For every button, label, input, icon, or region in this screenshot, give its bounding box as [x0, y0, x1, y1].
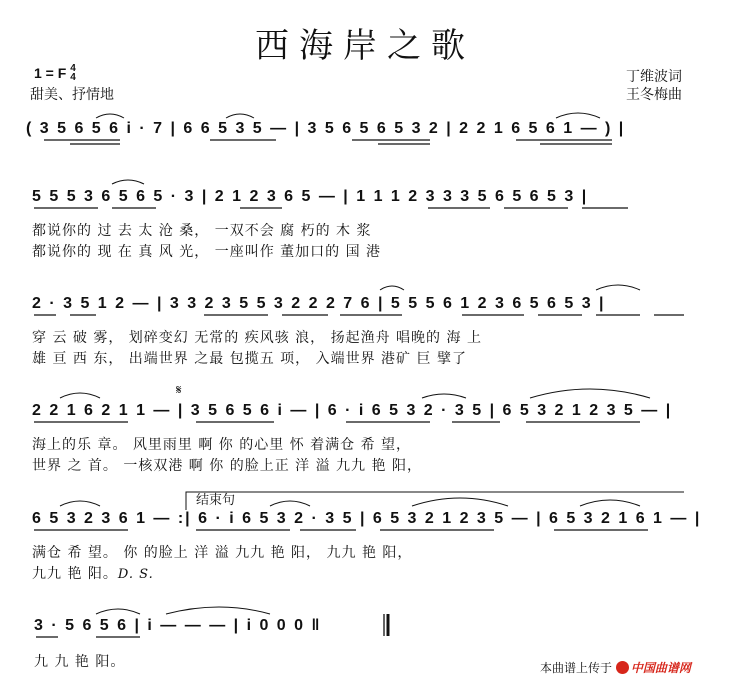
tempo-mark: 甜美、抒情地 [30, 87, 114, 103]
beam-lines [34, 140, 684, 637]
staff-line-6: 3 · 5 6 5 6 | i — — — | i 0 0 0 ‖ [34, 617, 322, 634]
lyric-line-2a: 都说你的 过 去 太 沧 桑， 一双不会 腐 朽的 木 浆 [32, 223, 372, 239]
lyric-line-5a: 满仓 希 望。 你 的脸上 洋 溢 九九 艳 阳， 九九 艳 阳， [32, 545, 413, 561]
staff-line-4: 2 2 1 6 2 1 1 — | 3 5 6 5 6 i — | 6 · i 6 5 3 2 · 3 5 | 6 5 3 2 1 2 3 5 — | [32, 402, 673, 419]
lyric-line-3a: 穿 云 破 雾， 划碎变幻 无常的 疾风骇 浪， 扬起渔舟 唱晚的 海 上 [32, 330, 482, 346]
ending-label: 结束句 [196, 493, 236, 508]
slur-marks [60, 113, 650, 614]
lyric-line-3b: 雄 亘 西 东， 出端世界 之最 包揽五 项， 入端世界 港矿 巨 擘了 [32, 351, 467, 367]
ds-mark: D. S. [117, 567, 154, 582]
time-bottom: 4 [70, 72, 76, 83]
segno-sign: 𝄋 [176, 383, 182, 398]
staff-line-2: 5 5 5 3 6 5 6 5 · 3 | 2 1 2 3 6 5 — | 1 1 1 2 3 3 3 5 6 5 6 5 3 | [32, 188, 589, 205]
time-top: 4 [70, 63, 76, 74]
lyric-line-5b-text: 九九 艳 阳。 [32, 566, 118, 582]
staff-line-1: ( 3 5 6 5 6 i · 7 | 6 6 5 3 5 — | 3 5 6 5 6 5 3 2 | 2 2 1 6 5 6 1 — ) | [26, 120, 626, 137]
lyric-line-4a: 海上的乐 章。 风里雨里 啊 你 的心里 怀 着满仓 希 望， [32, 437, 412, 453]
upload-text: 本曲谱上传于 [540, 661, 613, 675]
composer: 王冬梅曲 [626, 87, 682, 103]
lyricist: 丁维波词 [626, 69, 682, 85]
lyric-line-4b: 世界 之 首。 一核双港 啊 你 的脸上正 洋 溢 九九 艳 阳， [32, 458, 422, 474]
site-name[interactable]: 中国曲谱网 [630, 661, 691, 675]
lyric-line-2b: 都说你的 现 在 真 风 光， 一座叫作 董加口的 国 港 [32, 244, 382, 260]
key-text: 1 = F [34, 65, 67, 81]
footer [540, 659, 691, 676]
song-title: 西海岸之歌 [255, 26, 475, 66]
staff-line-5: 6 5 3 2 3 6 1 — :| 6 · i 6 5 3 2 · 3 5 | 6 5 3 2 1 2 3 5 — | 6 5 3 2 1 6 1 — | [32, 510, 702, 527]
staff-line-3: 2 · 3 5 1 2 — | 3 3 2 3 5 5 3 2 2 2 7 6 | 5 5 5 6 1 2 3 6 5 6 5 3 | [32, 295, 606, 312]
ending-bracket [186, 492, 684, 510]
lyric-line-6: 九 九 艳 阳。 [34, 654, 126, 670]
site-logo-icon [616, 661, 629, 674]
